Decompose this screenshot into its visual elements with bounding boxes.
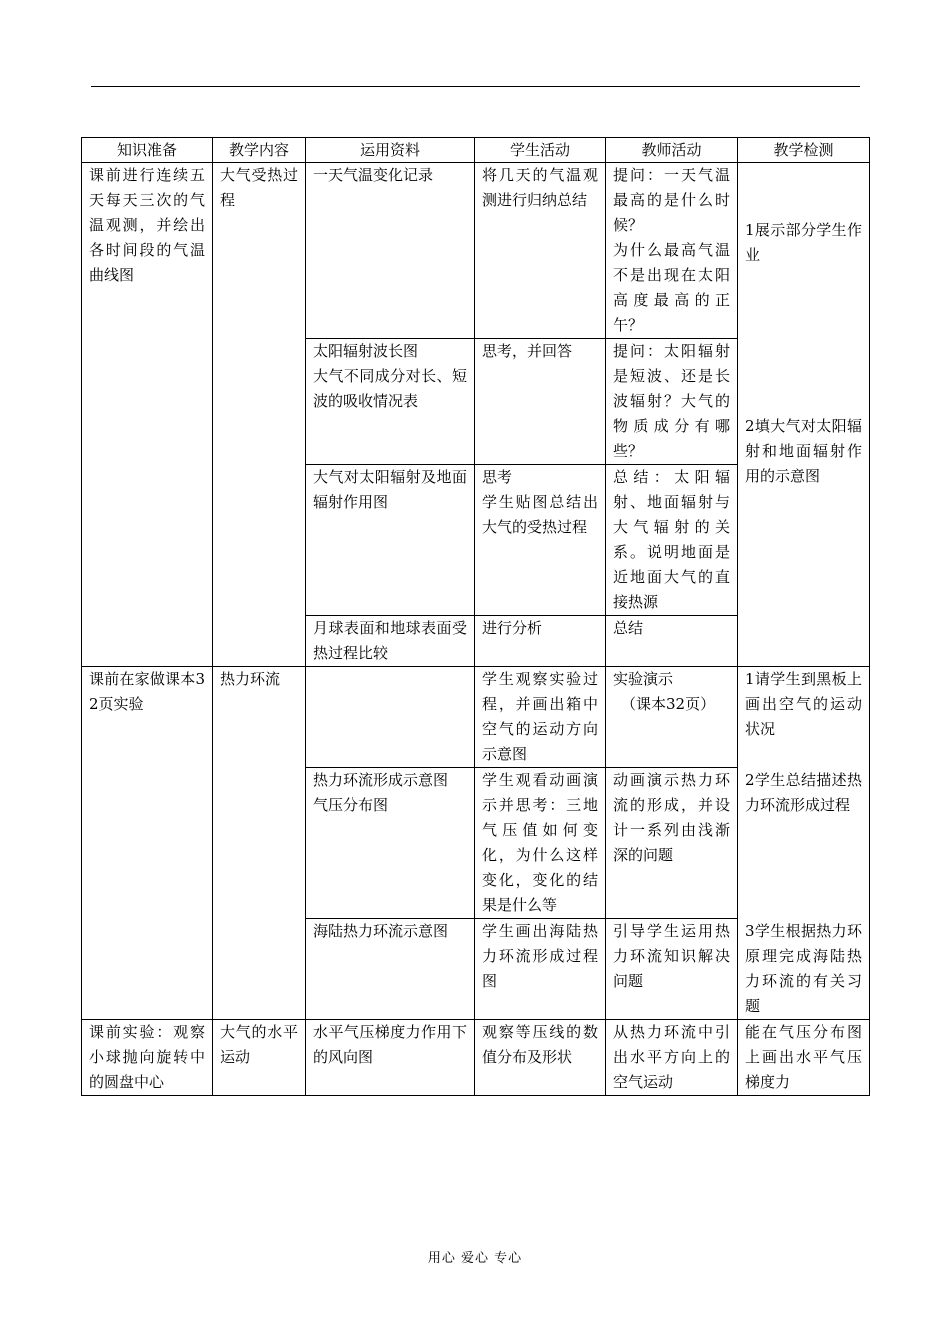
material-cell: 海陆热力环流示意图 [306, 919, 475, 1020]
prep-cell: 课前实验：观察小球抛向旋转中的圆盘中心 [82, 1020, 213, 1096]
student-cell: 观察等压线的数值分布及形状 [475, 1020, 606, 1096]
header-teaching-content: 教学内容 [213, 138, 306, 163]
lesson-plan-table [81, 137, 870, 1096]
student-cell: 学生画出海陆热力环流形成过程图 [475, 919, 606, 1020]
header-teacher-activity: 教师活动 [606, 138, 738, 163]
teacher-cell: 实验演示 （课本32页） [606, 667, 738, 768]
header-student-activity: 学生活动 [475, 138, 606, 163]
content-cell: 热力环流 [213, 667, 306, 1020]
table-header-row [82, 138, 870, 163]
teacher-cell: 引导学生运用热力环流知识解决问题 [606, 919, 738, 1020]
check-cell: 能在气压分布图上画出水平气压梯度力 [738, 1020, 870, 1096]
student-cell: 思考 学生贴图总结出大气的受热过程 [475, 465, 606, 616]
teacher-cell: 总结 [606, 616, 738, 667]
material-cell: 太阳辐射波长图 大气不同成分对长、短波的吸收情况表 [306, 339, 475, 465]
teacher-cell: 提问：太阳辐射是短波、还是长波辐射？大气的物质成分有哪些？ [606, 339, 738, 465]
content-cell: 大气的水平运动 [213, 1020, 306, 1096]
check-item: 1展示部分学生作业 [745, 221, 862, 264]
teacher-cell: 从热力环流中引出水平方向上的空气运动 [606, 1020, 738, 1096]
material-cell: 一天气温变化记录 [306, 163, 475, 339]
header-knowledge-prep: 知识准备 [82, 138, 213, 163]
teacher-cell: 动画演示热力环流的形成，并设计一系列由浅渐深的问题 [606, 768, 738, 919]
student-cell: 学生观看动画演示并思考：三地气压值如何变化，为什么这样变化，变化的结果是什么等 [475, 768, 606, 919]
student-cell: 将几天的气温观测进行归纳总结 [475, 163, 606, 339]
check-cell: 1请学生到黑板上画出空气的运动状况 [738, 667, 870, 768]
header-materials: 运用资料 [306, 138, 475, 163]
check-cell [738, 163, 870, 667]
material-cell: 大气对太阳辐射及地面辐射作用图 [306, 465, 475, 616]
table-row [82, 667, 870, 768]
teacher-cell: 提问：一天气温最高的是什么时候？ 为什么最高气温不是出现在太阳高度最高的正午？ [606, 163, 738, 339]
prep-cell: 课前在家做课本32页实验 [82, 667, 213, 1020]
table-row [82, 163, 870, 339]
check-cell: 2学生总结描述热力环流形成过程 [738, 768, 870, 919]
content-cell: 大气受热过程 [213, 163, 306, 667]
teacher-cell: 总结：太阳辐射、地面辐射与大气辐射的关系。说明地面是近地面大气的直接热源 [606, 465, 738, 616]
prep-cell: 课前进行连续五天每天三次的气温观测，并绘出各时间段的气温曲线图 [82, 163, 213, 667]
student-cell: 进行分析 [475, 616, 606, 667]
material-cell: 热力环流形成示意图 气压分布图 [306, 768, 475, 919]
check-cell: 3学生根据热力环原理完成海陆热力环流的有关习题 [738, 919, 870, 1020]
header-rule [91, 86, 860, 87]
material-cell [306, 667, 475, 768]
header-teaching-check: 教学检测 [738, 138, 870, 163]
table-row [82, 1020, 870, 1096]
student-cell: 思考，并回答 [475, 339, 606, 465]
page-footer: 用心 爱心 专心 [427, 1251, 523, 1266]
check-item: 2填大气对太阳辐射和地面辐射作用的示意图 [745, 417, 862, 485]
material-cell: 水平气压梯度力作用下的风向图 [306, 1020, 475, 1096]
student-cell: 学生观察实验过程，并画出箱中空气的运动方向示意图 [475, 667, 606, 768]
material-cell: 月球表面和地球表面受热过程比较 [306, 616, 475, 667]
